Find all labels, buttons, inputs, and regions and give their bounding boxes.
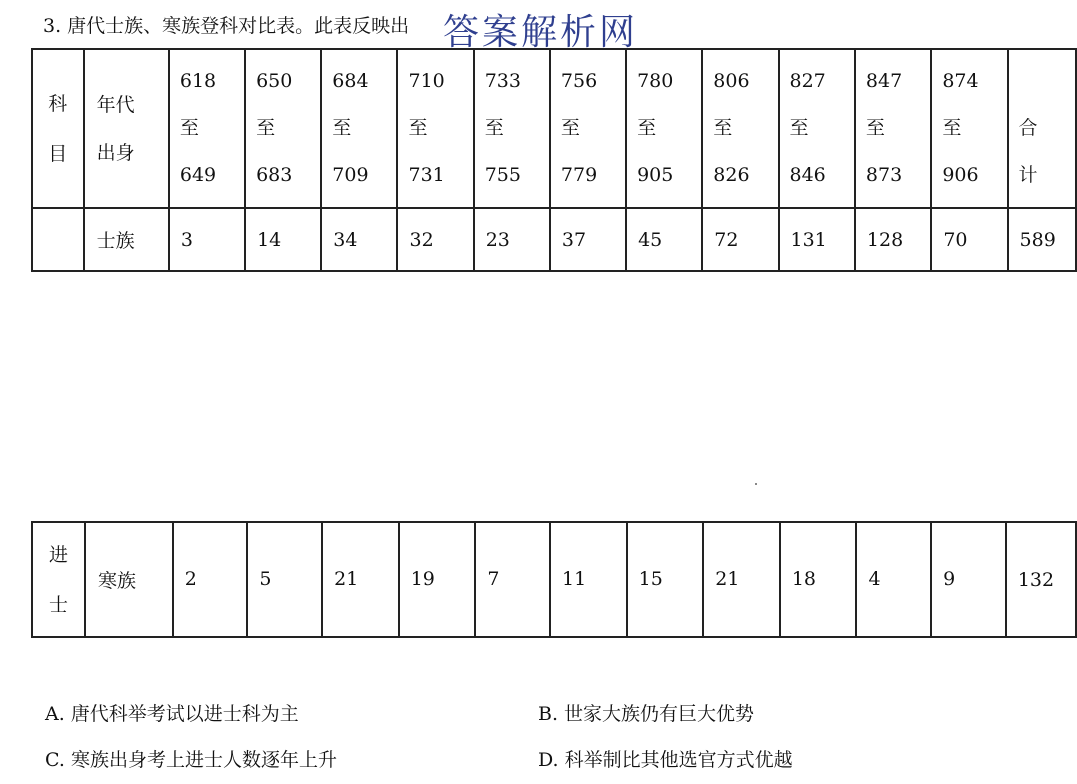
value-cell: 15 bbox=[627, 522, 704, 637]
period-from: 827 bbox=[789, 70, 826, 92]
period-to-word: 至 bbox=[484, 117, 504, 139]
value-cell: 19 bbox=[399, 522, 476, 637]
watermark-text: 答案解析网 bbox=[443, 12, 639, 53]
value-cell: 2 bbox=[173, 522, 248, 637]
value-cell: 5 bbox=[247, 522, 322, 637]
period-header-cell bbox=[626, 49, 702, 208]
period-header-cell bbox=[245, 49, 321, 208]
period-header-cell bbox=[321, 49, 397, 208]
period-to-word: 至 bbox=[332, 117, 352, 139]
period-to-word: 至 bbox=[865, 117, 885, 139]
value-cell: 45 bbox=[626, 208, 702, 271]
period-header-cell bbox=[779, 49, 855, 208]
period-header-cell bbox=[931, 49, 1007, 208]
period-to: 649 bbox=[179, 164, 217, 186]
period-to-word: 至 bbox=[560, 117, 580, 139]
period-from: 684 bbox=[332, 70, 369, 92]
subject-header-char: 目 bbox=[48, 142, 68, 165]
period-header-cell bbox=[397, 49, 473, 208]
value-cell: 72 bbox=[702, 208, 778, 271]
period-to-word: 至 bbox=[942, 117, 962, 139]
period-to-word: 至 bbox=[408, 117, 428, 139]
period-to: 905 bbox=[637, 164, 674, 186]
period-from: 780 bbox=[637, 70, 674, 92]
period-header-cell bbox=[855, 49, 931, 208]
table-row-hanzu bbox=[32, 522, 1076, 637]
value-cell: 21 bbox=[703, 522, 780, 637]
table-header-row bbox=[32, 49, 1076, 208]
question-title: 3. 唐代士族、寒族登科对比表。此表反映出 bbox=[43, 15, 410, 37]
total-header-char: 计 bbox=[1018, 164, 1038, 186]
option-d[interactable]: D. 科举制比其他选官方式优越 bbox=[538, 749, 793, 771]
period-from: 847 bbox=[865, 70, 903, 92]
period-to-word: 至 bbox=[637, 117, 657, 139]
period-to-word: 至 bbox=[256, 117, 276, 139]
period-header-cell bbox=[702, 49, 778, 208]
value-cell: 4 bbox=[856, 522, 931, 637]
value-cell: 34 bbox=[321, 208, 397, 271]
value-cell: 18 bbox=[780, 522, 857, 637]
table-row-shizu bbox=[32, 208, 1076, 271]
period-from: 650 bbox=[256, 70, 293, 92]
subject-cell bbox=[32, 522, 85, 637]
period-to-word: 至 bbox=[179, 117, 199, 139]
category-header-line: 出身 bbox=[96, 141, 135, 164]
row-label: 寒族 bbox=[85, 522, 173, 637]
value-cell: 128 bbox=[855, 208, 931, 271]
category-header-line: 年代 bbox=[96, 93, 135, 116]
comparison-table-bottom bbox=[31, 521, 1077, 638]
row-label: 士族 bbox=[84, 208, 169, 271]
period-from: 874 bbox=[942, 70, 979, 92]
period-header-cell bbox=[550, 49, 626, 208]
period-from: 733 bbox=[484, 70, 521, 92]
period-to-word: 至 bbox=[789, 117, 809, 139]
stray-dot bbox=[755, 483, 757, 485]
option-a[interactable]: A. 唐代科举考试以进士科为主 bbox=[45, 703, 299, 725]
subject-char: 进 bbox=[48, 543, 68, 566]
value-cell: 7 bbox=[475, 522, 550, 637]
value-cell: 9 bbox=[931, 522, 1006, 637]
total-cell: 132 bbox=[1006, 522, 1076, 637]
category-header-cell bbox=[84, 49, 169, 208]
subject-cell-empty bbox=[32, 208, 84, 271]
total-cell: 589 bbox=[1008, 208, 1076, 271]
value-cell: 11 bbox=[550, 522, 627, 637]
period-to: 873 bbox=[865, 164, 903, 186]
period-to-word: 至 bbox=[713, 117, 733, 139]
period-to: 755 bbox=[484, 164, 521, 186]
period-to: 779 bbox=[560, 164, 598, 186]
value-cell: 32 bbox=[397, 208, 473, 271]
total-header-cell bbox=[1008, 49, 1076, 208]
value-cell: 14 bbox=[245, 208, 321, 271]
subject-header-cell bbox=[32, 49, 84, 208]
total-header-char bbox=[1019, 58, 1075, 105]
period-to: 906 bbox=[942, 164, 979, 186]
option-b[interactable]: B. 世家大族仍有巨大优势 bbox=[538, 703, 755, 725]
period-to: 846 bbox=[789, 164, 826, 186]
period-to: 683 bbox=[256, 164, 293, 186]
option-c[interactable]: C. 寒族出身考上进士人数逐年上升 bbox=[45, 749, 337, 771]
subject-header-char: 科 bbox=[48, 92, 68, 115]
value-cell: 3 bbox=[169, 208, 245, 271]
period-to: 731 bbox=[408, 164, 445, 186]
value-cell: 23 bbox=[474, 208, 550, 271]
value-cell: 131 bbox=[779, 208, 855, 271]
period-header-cell bbox=[474, 49, 550, 208]
value-cell: 21 bbox=[322, 522, 399, 637]
period-from: 618 bbox=[179, 70, 217, 92]
value-cell: 37 bbox=[550, 208, 626, 271]
total-header-char: 合 bbox=[1018, 117, 1038, 139]
period-to: 709 bbox=[332, 164, 369, 186]
comparison-table-top bbox=[31, 48, 1077, 272]
period-to: 826 bbox=[713, 164, 750, 186]
period-header-cell bbox=[169, 49, 245, 208]
subject-char: 士 bbox=[48, 593, 68, 616]
period-from: 806 bbox=[713, 70, 750, 92]
value-cell: 70 bbox=[931, 208, 1007, 271]
period-from: 756 bbox=[560, 70, 598, 92]
period-from: 710 bbox=[408, 70, 445, 92]
